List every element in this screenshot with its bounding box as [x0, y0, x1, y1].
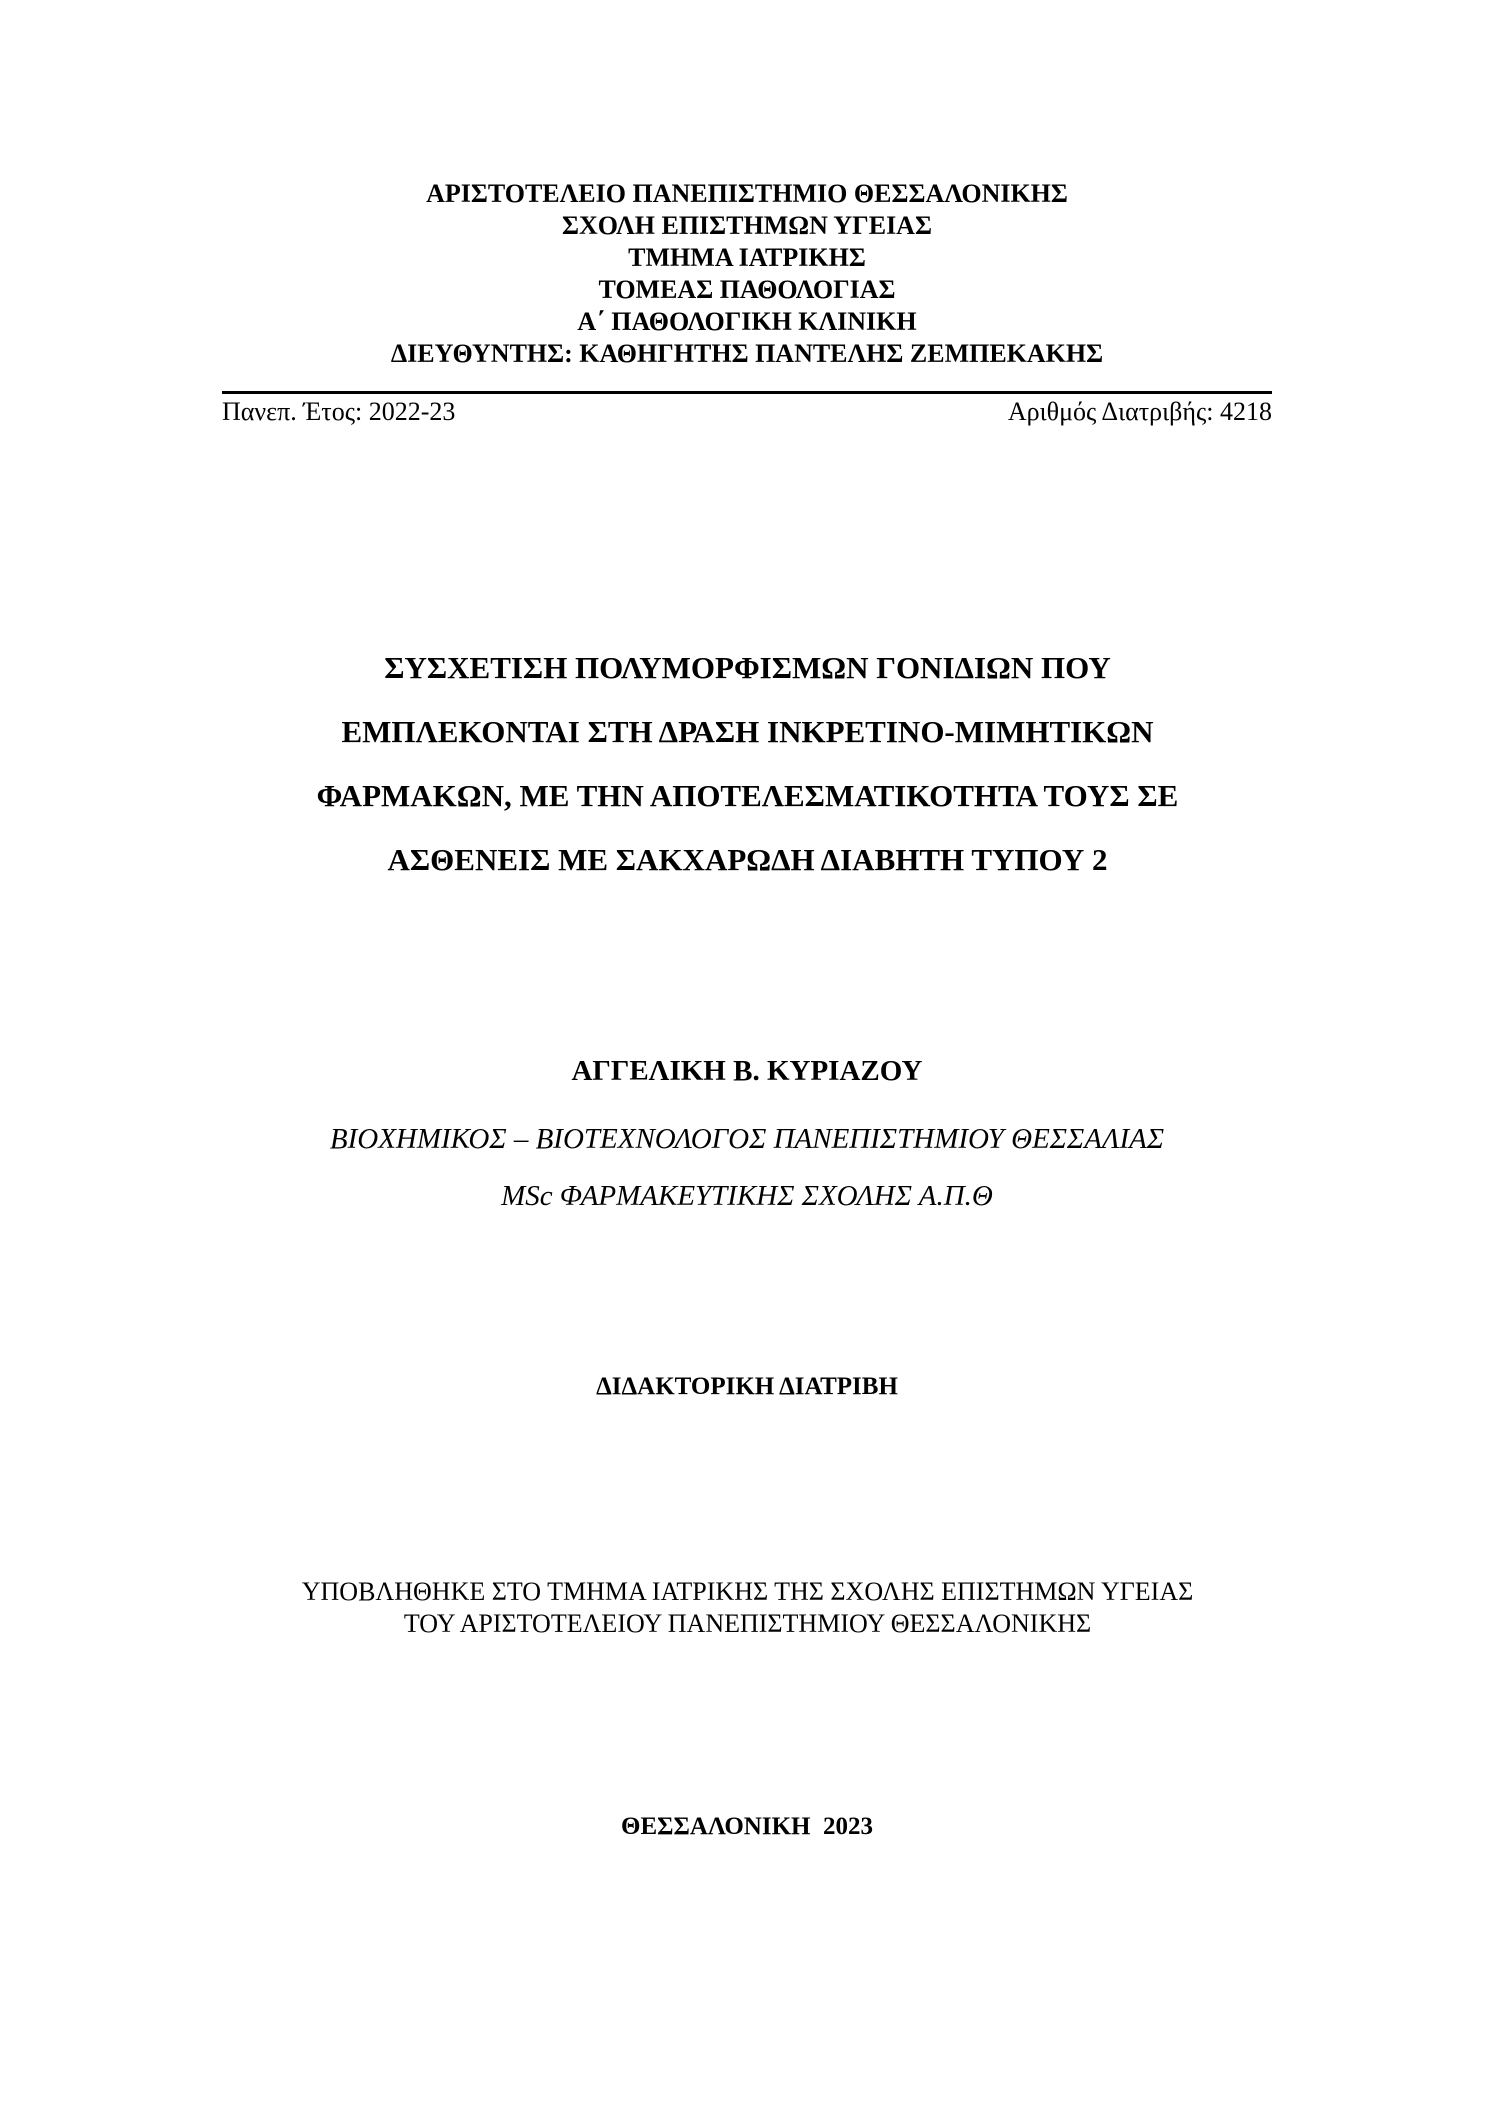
submission-line: ΤΟΥ ΑΡΙΣΤΟΤΕΛΕΙΟΥ ΠΑΝΕΠΙΣΤΗΜΙΟΥ ΘΕΣΣΑΛΟΝΙΚΗΣ [403, 1609, 1092, 1638]
school-name: ΣΧΟΛΗ ΕΠΙΣΤΗΜΩΝ ΥΓΕΙΑΣ [562, 211, 932, 240]
place-and-year: ΘΕΣΣΑΛΟΝΙΚΗ 2023 [621, 1813, 873, 1840]
thesis-title-line: ΑΣΘΕΝΕΙΣ ΜΕ ΣΑΚΧΑΡΩΔΗ ΔΙΑΒΗΤΗ ΤΥΠΟΥ 2 [387, 842, 1108, 877]
director-line: ΔΙΕΥΘΥΝΤΗΣ: ΚΑΘΗΓΗΤΗΣ ΠΑΝΤΕΛΗΣ ΖΕΜΠΕΚΑΚΗΣ [390, 339, 1104, 368]
submission-line: ΥΠΟΒΛΗΘΗΚΕ ΣΤΟ ΤΜΗΜΑ ΙΑΤΡΙΚΗΣ ΤΗΣ ΣΧΟΛΗΣ ΕΠΙΣΤΗΜΩΝ ΥΓΕΙΑΣ [301, 1577, 1194, 1606]
thesis-title-line: ΦΑΡΜΑΚΩΝ, ΜΕ ΤΗΝ ΑΠΟΤΕΛΕΣΜΑΤΙΚΟΤΗΤΑ ΤΟΥΣ ΣΕ [316, 778, 1179, 813]
thesis-number: Αριθμός Διατριβής: 4218 [1007, 397, 1272, 426]
clinic-name: Α΄ ΠΑΘΟΛΟΓΙΚΗ ΚΛΙΝΙΚΗ [577, 307, 917, 336]
thesis-title-line: ΕΜΠΛΕΚΟΝΤΑΙ ΣΤΗ ΔΡΑΣΗ ΙΝΚΡΕΤΙΝΟ-ΜΙΜΗΤΙΚΩΝ [341, 714, 1154, 749]
author-credentials [222, 1111, 1272, 1225]
credential-line: ΒΙΟΧΗΜΙΚΟΣ – ΒΙΟΤΕΧΝΟΛΟΓΟΣ ΠΑΝΕΠΙΣΤΗΜΙΟΥ ΘΕΣΣΑΛΙΑΣ [329, 1123, 1165, 1155]
thesis-title-line: ΣΥΣΧΕΤΙΣΗ ΠΟΛΥΜΟΡΦΙΣΜΩΝ ΓΟΝΙΔΙΩΝ ΠΟΥ [384, 650, 1111, 685]
submission-statement [150, 1576, 1345, 1640]
author-name: ΑΓΓΕΛΙΚΗ Β. ΚΥΡΙΑΖΟΥ [571, 1055, 923, 1087]
header-divider [222, 391, 1272, 394]
institution-header [222, 178, 1272, 370]
department-name: ΤΜΗΜΑ ΙΑΤΡΙΚΗΣ [628, 243, 866, 272]
meta-row [222, 396, 1272, 428]
credential-line: MSc ΦΑΡΜΑΚΕΥΤΙΚΗΣ ΣΧΟΛΗΣ Α.Π.Θ [501, 1180, 993, 1212]
academic-year: Πανεπ. Έτος: 2022-23 [222, 397, 456, 426]
thesis-title [150, 636, 1345, 892]
university-name: ΑΡΙΣΤΟΤΕΛΕΙΟ ΠΑΝΕΠΙΣΤΗΜΙΟ ΘΕΣΣΑΛΟΝΙΚΗΣ [426, 179, 1068, 208]
sector-name: ΤΟΜΕΑΣ ΠΑΘΟΛΟΓΙΑΣ [598, 275, 896, 304]
document-type: ΔΙΔΑΚΤΟΡΙΚΗ ΔΙΑΤΡΙΒΗ [596, 1373, 898, 1400]
